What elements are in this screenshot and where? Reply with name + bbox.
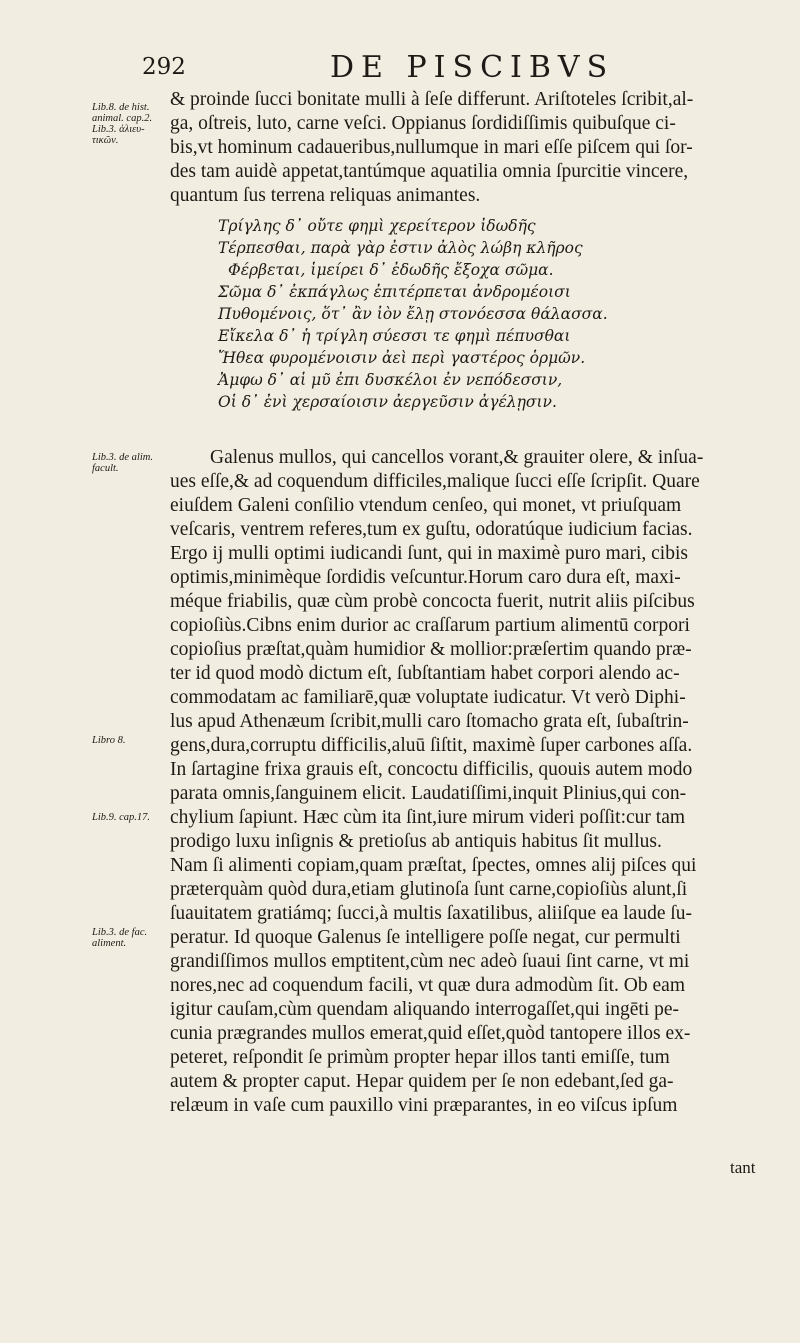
page-number: 292 [142,54,186,80]
text-line: optimis,minimèque ſordidis veſcuntur.Horum caro dura eſt, maxi- [170,567,681,588]
greek-verse-line: Τρίγλης δ᾽ οὔτε φημὶ χερείτερον ἰδωδῆς [218,217,536,235]
greek-verse-line: Εἴκελα δ᾽ ἡ τρίγλη σύεσσι τε φημὶ πέπυσθαι [218,327,571,345]
margin-note: Lib.9. cap.17. [92,812,151,823]
text-line: autem & propter caput. Hepar quidem per ſe non edebant,ſed ga- [170,1071,674,1092]
greek-verse-line: Πυθομένοις, ὅτ᾽ ἂν ἰὸν ἔλῃ στονόεσσα θάλασσα. [218,305,608,323]
text-line: méque friabilis, quæ cùm probè concocta fuerit, nutrit aliis piſcibus [170,591,695,612]
text-line: Galenus mullos, qui cancellos vorant,& grauiter olere, & inſua- [210,447,704,468]
catchword: tant [730,1158,756,1177]
greek-verse-line: Ἀμφω δ᾽ αἱ μῦ ἐπι δυσκέλοι ἐν νεπόδεσσιν, [218,371,563,389]
greek-verse-line: Οἱ δ᾽ ἐνὶ χερσαίοισιν ἀεργεῦσιν ἀγέλῃσιν. [218,393,557,411]
text-line: copioſiùs.Cibns enim durior ac craſſarum partium alimentū corpori [170,615,690,636]
text-line: grandiſſimos mullos emptitent,cùm nec adeò ſuaui ſint carne, vt mi [170,951,690,972]
text-line: quantum ſus terrena reliquas animantes. [170,185,481,206]
text-line: commodatam ac familiarē,quæ voluptate iudicatur. Vt verò Diphi- [170,687,686,708]
text-line: ſuauitatem gratiámq; ſucci,à multis ſaxatilibus, aliiſque ea laude ſu- [170,903,693,924]
text-line: Ergo ij mulli optimi iudicandi ſunt, qui in maximè puro mari, cibis [170,543,688,564]
text-line: prodigo luxu inſignis & pretioſus ab antiquis habitus ſit mullus. [170,831,662,852]
text-line: ter id quod modò dictum eſt, ſubſtantiam habet corpori alendo ac- [170,663,680,684]
text-line: peratur. Id quoque Galenus ſe intelligere poſſe negat, cur permulti [170,927,681,948]
text-line: Nam ſi alimenti copiam,quam præſtat, ſpectes, omnes alij piſces qui [170,855,697,876]
text-line: ga, oſtreis, luto, carne veſci. Oppianus ſordidiſſimis quibuſque ci- [170,113,676,134]
text-line: des tam auidè appetat,tantúmque aquatilia omnia ſpurcitie vincere, [170,161,689,182]
greek-verse-line: Ἤθεα φυρομένοισιν ἀεὶ περὶ γαστέρος ὁρμῶν. [218,349,586,367]
text-line: igitur cauſam,cùm quendam aliquando interrogaſſet,qui ingēti pe- [170,999,680,1020]
text-line: gens,dura,corruptu difficilis,aluū ſiſtit, maximè ſuper carbones aſſa. [170,735,693,756]
text-line: In ſartagine frixa grauis eſt, concoctu difficilis, quouis autem modo [170,759,693,780]
text-line: veſcaris, ventrem referes,tum ex guſtu, odoratúque iudicium facias. [170,519,693,540]
greek-verse-line: Σῶμα δ᾽ ἐκπάγλως ἐπιτέρπεται ἀνδρομέοισι [218,283,571,301]
text-line: ues eſſe,& ad coquendum difficiles,malique ſucci eſſe ſcripſit. Quare [170,471,700,492]
text-line: parata omnis,ſanguinem elicit. Laudatiſſimi,inquit Plinius,qui con- [170,783,687,804]
text-line: chylium ſapiunt. Hæc cùm ita ſint,iure mirum videri poſſit:cur tam [170,807,686,828]
margin-note: Libro 8. [92,735,126,746]
running-header [0,50,800,90]
text-line: cunia prægrandes mullos emerat,quid eſſet,quòd tantopere illos ex- [170,1023,691,1044]
running-title: DE PISCIBVS [330,50,615,85]
text-line: nores,nec ad coquendum facili, vt quæ dura admodùm ſit. Ob eam [170,975,685,996]
margin-note: Lib.8. de hist. animal. cap.2. Lib.3. ἁλιευ- τικῶν. [92,102,153,146]
margin-note: Lib.3. de fac. aliment. [92,927,148,949]
text-line: peteret, reſpondit ſe primùm propter hepar illos tanti emiſſe, tum [170,1047,670,1068]
text-line: eiuſdem Galeni conſilio vtendum cenſeo, qui monet, vt priuſquam [170,495,682,516]
margin-note: Lib.3. de alim. facult. [92,452,153,474]
text-line: & proinde ſucci bonitate mulli à ſeſe differunt. Ariſtoteles ſcribit,al- [170,89,694,110]
text-line: relæum in vaſe cum pauxillo vini præparantes, in eo viſcus ipſum [170,1095,678,1116]
greek-verse-line: Φέρβεται, ἱμείρει δ᾽ ἐδωδῆς ἔξοχα σῶμα. [228,261,554,279]
text-line: præterquàm quòd dura,etiam glutinoſa ſunt carne,copioſiùs alunt,ſi [170,879,688,900]
text-line: bis,vt hominum cadaueribus,nullumque in mari eſſe piſcem qui ſor- [170,137,693,158]
text-line: lus apud Athenæum ſcribit,mulli caro ſtomacho grata eſt, ſubaſtrin- [170,711,689,732]
text-line: copioſius præſtat,quàm humidior & mollior:præſertim quando præ- [170,639,692,660]
greek-verse-line: Τέρπεσθαι, παρὰ γὰρ ἐστιν ἀλὸς λώβη κλῆρος [218,239,583,257]
